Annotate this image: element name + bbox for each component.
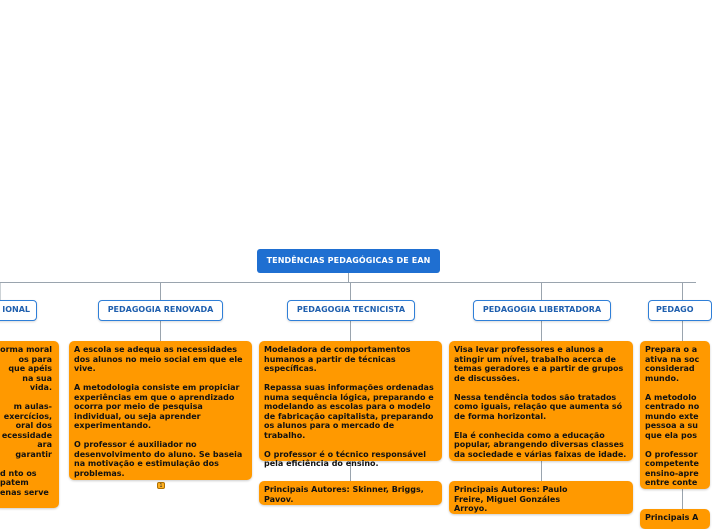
note-libertadora-p2: Nessa tendência todos são tratados como iguais, relação que aumenta só de forma horizontal. — [454, 392, 623, 421]
note-libertadora-p1: Visa levar professores e alunos a atingir um nível, trabalho acerca de temas geradores e a partir de grupos de discussões. — [454, 345, 624, 383]
authors-libertadora[interactable]: Principais Autores: Paulo Freire, Miguel Gonzáles Arroyo. — [449, 481, 633, 514]
note-libertadora[interactable] — [449, 341, 633, 461]
note-right-clipped[interactable] — [640, 341, 710, 489]
note-right-clipped-p3: O professor competente ensino-apre entre conte — [645, 449, 699, 487]
note-renovada-p2: A metodologia consiste em propiciar experiências em que o aprendizado ocorra por meio de pesquisa individual, ou seja aprender experimentando. — [74, 383, 240, 430]
root-topic[interactable]: TENDÊNCIAS PEDAGÓGICAS DE EAN — [257, 249, 440, 273]
branch-renovada[interactable]: PEDAGOGIA RENOVADA — [98, 300, 223, 321]
branch-tradicional[interactable]: IONAL — [0, 300, 37, 321]
branch-libertadora[interactable]: PEDAGOGIA LIBERTADORA — [473, 300, 611, 321]
note-libertadora-p3: Ela é conhecida como a educação popular, abrangendo diversas classes da sociedade e várias faixas de idade. — [454, 430, 627, 459]
note-tradicional-p3: d nto os patem enas serve — [0, 468, 49, 497]
note-tecnicista-p1: Modeladora de comportamentos humanos a partir de técnicas específicas. — [264, 345, 411, 373]
note-renovada[interactable] — [69, 341, 252, 480]
branch-tecnicista[interactable]: PEDAGOGIA TECNICISTA — [287, 300, 415, 321]
note-tecnicista-p2: Repassa suas informações ordenadas numa sequência lógica, preparando e modelando as escolas para o modelo de fabricação capitalista, preparando os alunos para o mercado de trabalho. — [264, 383, 434, 440]
note-tradicional[interactable] — [0, 341, 59, 508]
authors-right-clipped[interactable]: Principais A — [640, 509, 710, 529]
note-tecnicista-p3: O professor é o técnico responsável pela eficiência do ensino. — [264, 449, 426, 468]
note-right-clipped-p2: A metodolo centrado no mundo exte pessoa a su que ela pos — [645, 392, 700, 440]
note-tecnicista[interactable] — [259, 341, 442, 468]
authors-tecnicista[interactable]: Principais Autores: Skinner, Briggs, Pavov. — [259, 481, 442, 505]
note-right-clipped-p1: Prepara o a ativa na soc considerad mundo. — [645, 345, 700, 383]
note-tradicional-p2: m aulas- exercícios, oral dos ecessidade ara garantir — [1, 402, 52, 459]
note-tradicional-p1: orma moral os para que apéis na sua vida. — [0, 345, 52, 392]
branch-right-clipped[interactable]: PEDAGO — [648, 300, 712, 321]
note-renovada-p3: O professor é auxiliador no desenvolvimento do aluno. Se baseia na motivação e estimulação dos problemas. — [74, 440, 243, 478]
note-renovada-p1: A escola se adequa as necessidades dos alunos no meio social em que ele vive. — [74, 345, 243, 373]
attachment-count-badge[interactable]: 1 — [157, 482, 165, 489]
